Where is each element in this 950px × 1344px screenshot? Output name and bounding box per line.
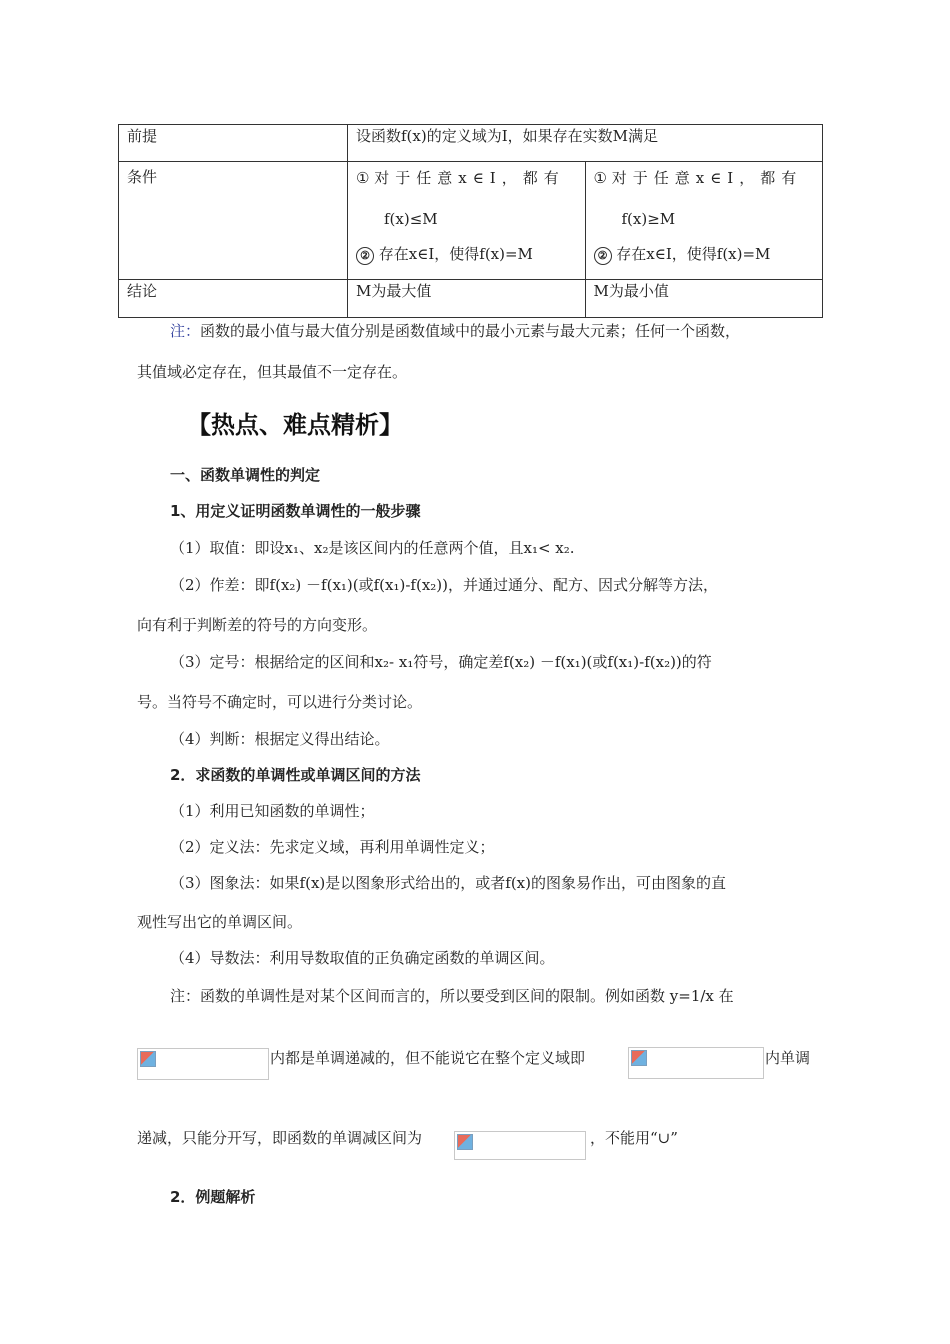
note2-line1: 注：函数的单调性是对某个区间而言的，所以要受到区间的限制。例如函数 y=1/x 在: [170, 987, 734, 1005]
condition-marker: ①: [593, 169, 607, 187]
step-4: （4）判断：根据定义得出结论。: [170, 730, 390, 748]
method-4: （4）导数法：利用导数取值的正负确定函数的单调区间。: [170, 949, 555, 967]
step-1: （1）取值：即设x₁、x₂是该区间内的任意两个值，且x₁< x₂.: [170, 539, 575, 557]
condition-text: 对于任意x∈I，都有: [611, 169, 803, 187]
definition-table: [118, 124, 823, 318]
formula-image: [628, 1047, 764, 1079]
heading-monotonicity: 一、函数单调性的判定: [170, 466, 321, 484]
method-3: （3）图象法：如果f(x)是以图象形式给出的，或者f(x)的图象易作出，可由图象的直: [170, 874, 726, 892]
note-text-cont: 其值域必定存在，但其最值不一定存在。: [137, 363, 408, 381]
method-2: （2）定义法：先求定义域，再利用单调性定义；: [170, 838, 495, 856]
condition-text: 对于任意x∈I，都有: [374, 169, 565, 187]
note2-line3: 递减，只能分开写，即函数的单调减区间为: [137, 1129, 423, 1147]
note2-line2-end: 内单调: [765, 1049, 811, 1067]
broken-image-icon: [140, 1051, 156, 1067]
formula-image: [454, 1131, 586, 1160]
heading-definition-steps: 1、用定义证明函数单调性的一般步骤: [170, 502, 421, 520]
condition-marker: ①: [356, 169, 370, 187]
step-3: （3）定号：根据给定的区间和x₂- x₁符号，确定差f(x₂) －f(x₁)(或f(x₁)-f(x₂))的符: [170, 653, 712, 671]
condition-text: 存在x∈I，使得f(x)=M: [616, 245, 771, 263]
condition-text-cont: f(x)≥M: [621, 210, 676, 228]
table-cell-condition-label: 条件: [119, 162, 348, 280]
note-text: 函数的最小值与最大值分别是函数值域中的最小元素与最大元素；任何一个函数，: [200, 322, 741, 340]
heading-examples: 2．例题解析: [170, 1188, 256, 1206]
table-cell-condition-min: [585, 162, 823, 280]
step-2: （2）作差：即f(x₂) －f(x₁)(或f(x₁)-f(x₂))，并通过通分、配方、因式分解等方法，: [170, 576, 719, 594]
note2-line3-end: ，不能用“∪”: [590, 1129, 678, 1147]
condition-marker: ②: [594, 247, 612, 265]
note2-line2: 内都是单调递减的，但不能说它在整个定义域即: [270, 1049, 586, 1067]
table-cell-conclusion-max: M为最大值: [348, 280, 586, 318]
method-3-cont: 观性写出它的单调区间。: [137, 913, 303, 931]
broken-image-icon: [631, 1050, 647, 1066]
condition-marker: ②: [356, 247, 374, 265]
table-cell-condition-max: [348, 162, 586, 280]
section-title: 【热点、难点精析】: [187, 411, 403, 439]
step-2-cont: 向有利于判断差的符号的方向变形。: [137, 616, 378, 634]
note-label: 注：: [170, 322, 201, 340]
formula-image: [137, 1048, 269, 1080]
condition-text: 存在x∈I，使得f(x)=M: [378, 245, 533, 263]
table-cell-conclusion-min: M为最小值: [585, 280, 823, 318]
table-cell-premise-label: 前提: [119, 125, 348, 162]
step-3-cont: 号。当符号不确定时，可以进行分类讨论。: [137, 693, 423, 711]
method-1: （1）利用已知函数的单调性；: [170, 802, 375, 820]
note-paragraph: [170, 320, 740, 341]
broken-image-icon: [457, 1134, 473, 1150]
heading-methods: 2．求函数的单调性或单调区间的方法: [170, 766, 421, 784]
table-cell-conclusion-label: 结论: [119, 280, 348, 318]
table-cell-premise-value: 设函数f(x)的定义域为I，如果存在实数M满足: [348, 125, 823, 162]
condition-text-cont: f(x)≤M: [384, 210, 438, 228]
